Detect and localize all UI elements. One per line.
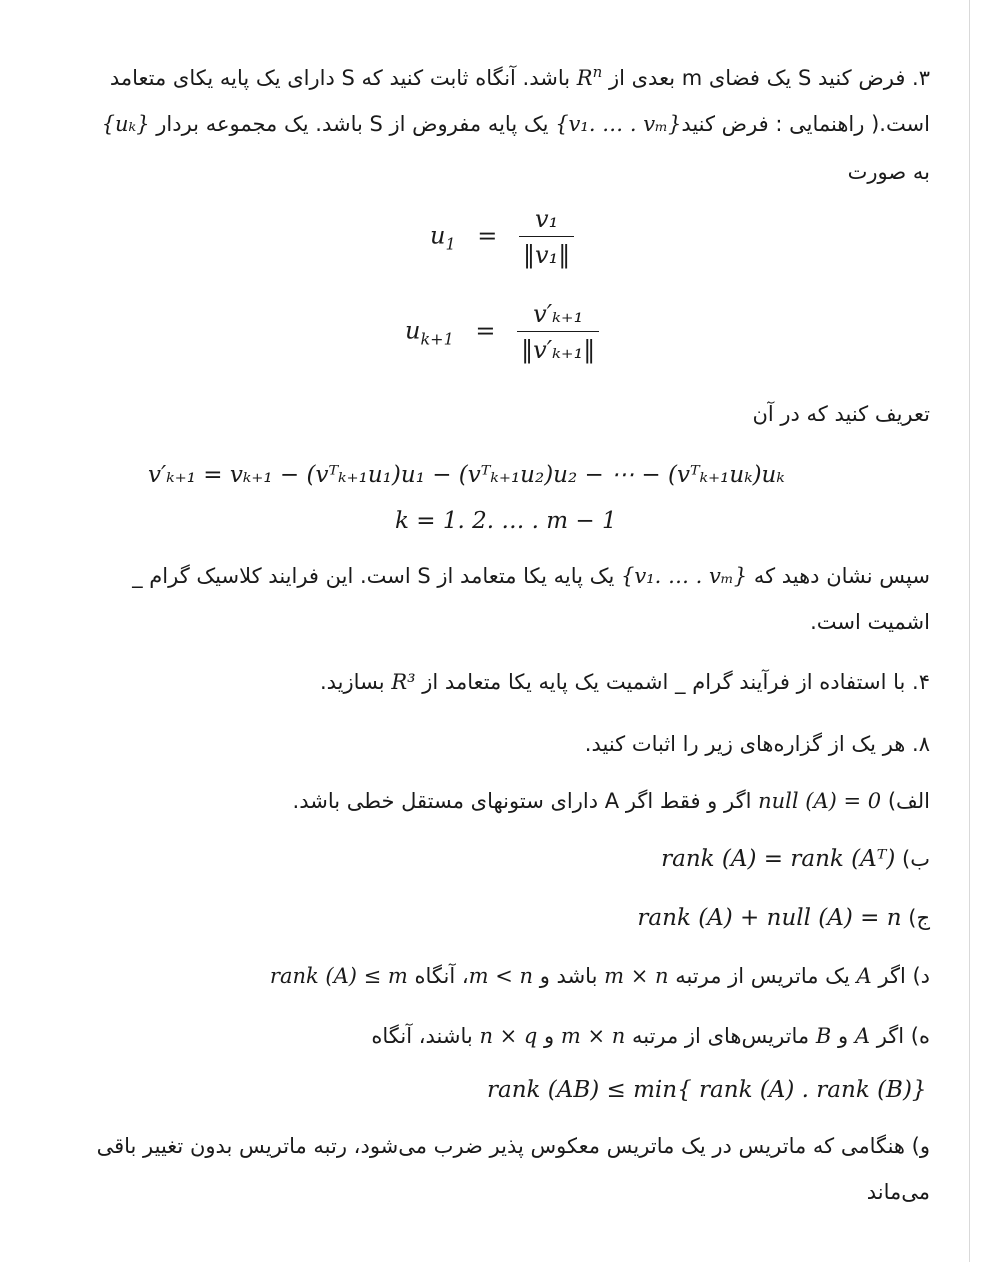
equation-k-range: k = 1. 2. … . m − 1 — [395, 508, 617, 534]
item-c-math: rank (A) + null (A) = n — [637, 905, 902, 931]
set-uk: {uₖ} — [101, 112, 150, 136]
p8-item-f-line2: می‌ماند — [866, 1180, 930, 1204]
eq1-numerator: v₁ — [535, 205, 559, 233]
p8-item-d: د) اگر A یک ماتریس از مرتبه m × n باشد و m < n، آنگاه rank (A) ≤ m — [269, 964, 930, 988]
r3-symbol: R³ — [391, 670, 416, 694]
page-edge — [969, 0, 970, 1262]
p8-item-b: ب) rank (A) = rank (Aᵀ) — [661, 846, 930, 872]
p8-item-a: الف) null (A) = 0 اگر و فقط اگر A دارای ستونهای مستقل خطی باشد. — [292, 789, 930, 813]
p3-line2: است.( راهنمایی : فرض کنید{v₁. … . vₘ} یک پایه مفروض از S باشد. یک مجموعه بردار {uₖ} — [101, 112, 930, 136]
p8-intro: ۸. هر یک از گزاره‌های زیر را اثبات کنید. — [584, 732, 930, 756]
item-d-math: rank (A) ≤ m — [269, 964, 408, 988]
equation-gram-schmidt: v′ₖ₊₁ = vₖ₊₁ − (vᵀₖ₊₁u₁)u₁ − (vᵀₖ₊₁u₂)u₂ − ⋯ − (vᵀₖ₊₁uₖ)uₖ — [148, 462, 785, 488]
equation-uk1: $u_{k+1}$ = $\frac{\text{v′ₖ₊₁}}{\text{‖v′ₖ₊₁‖}}$ — [405, 300, 599, 364]
p8-item-e: ه) اگر A و B ماتریس‌های از مرتبه m × n و n × q باشند، آنگاه — [371, 1024, 930, 1048]
eq2-denominator: ‖v′ₖ₊₁‖ — [517, 331, 599, 364]
p3-line5: سپس نشان دهید که {v₁. … . vₘ} یک پایه یکا متعامد از S است. این فرایند کلاسیک گرام _ — [132, 564, 930, 588]
item-e-math: rank (AB) ≤ min{ rank (A) . rank (B)} — [487, 1077, 927, 1103]
p3-line4: تعریف کنید که در آن — [752, 402, 930, 426]
item-b-math: rank (A) = rank (Aᵀ) — [661, 846, 896, 872]
equation-u1: $u_1$ = $\frac{\text{v₁}}{\text{‖v₁‖}}$ — [430, 205, 574, 269]
item-a-math: null (A) = 0 — [758, 789, 882, 813]
p8-item-c: ج) rank (A) + null (A) = n — [637, 905, 930, 931]
p3-line6: اشمیت است. — [810, 610, 930, 634]
p8-item-f-line1: و) هنگامی که ماتریس در یک ماتریس معکوس پذیر ضرب می‌شود، رتبه ماتریس بدون تغییر باقی — [96, 1134, 930, 1158]
p3-line1: ۳. فرض کنید S یک فضای m بعدی از $R^n$ باشد. آنگاه ثابت کنید که S دارای یک پایه یکای متعامد — [109, 63, 930, 90]
basis-v-2: {v₁. … . vₘ} — [621, 564, 748, 588]
eq1-denominator: ‖v₁‖ — [519, 236, 574, 269]
basis-v: {v₁. … . vₘ} — [555, 112, 682, 136]
p3-line3: به صورت — [847, 160, 930, 184]
eq2-numerator: v′ₖ₊₁ — [533, 300, 584, 328]
rn-symbol: $R^n$ — [576, 63, 603, 90]
p4-line: ۴. با استفاده از فرآیند گرام _ اشمیت یک پایه یکا متعامد از R³ بسازید. — [319, 670, 930, 694]
